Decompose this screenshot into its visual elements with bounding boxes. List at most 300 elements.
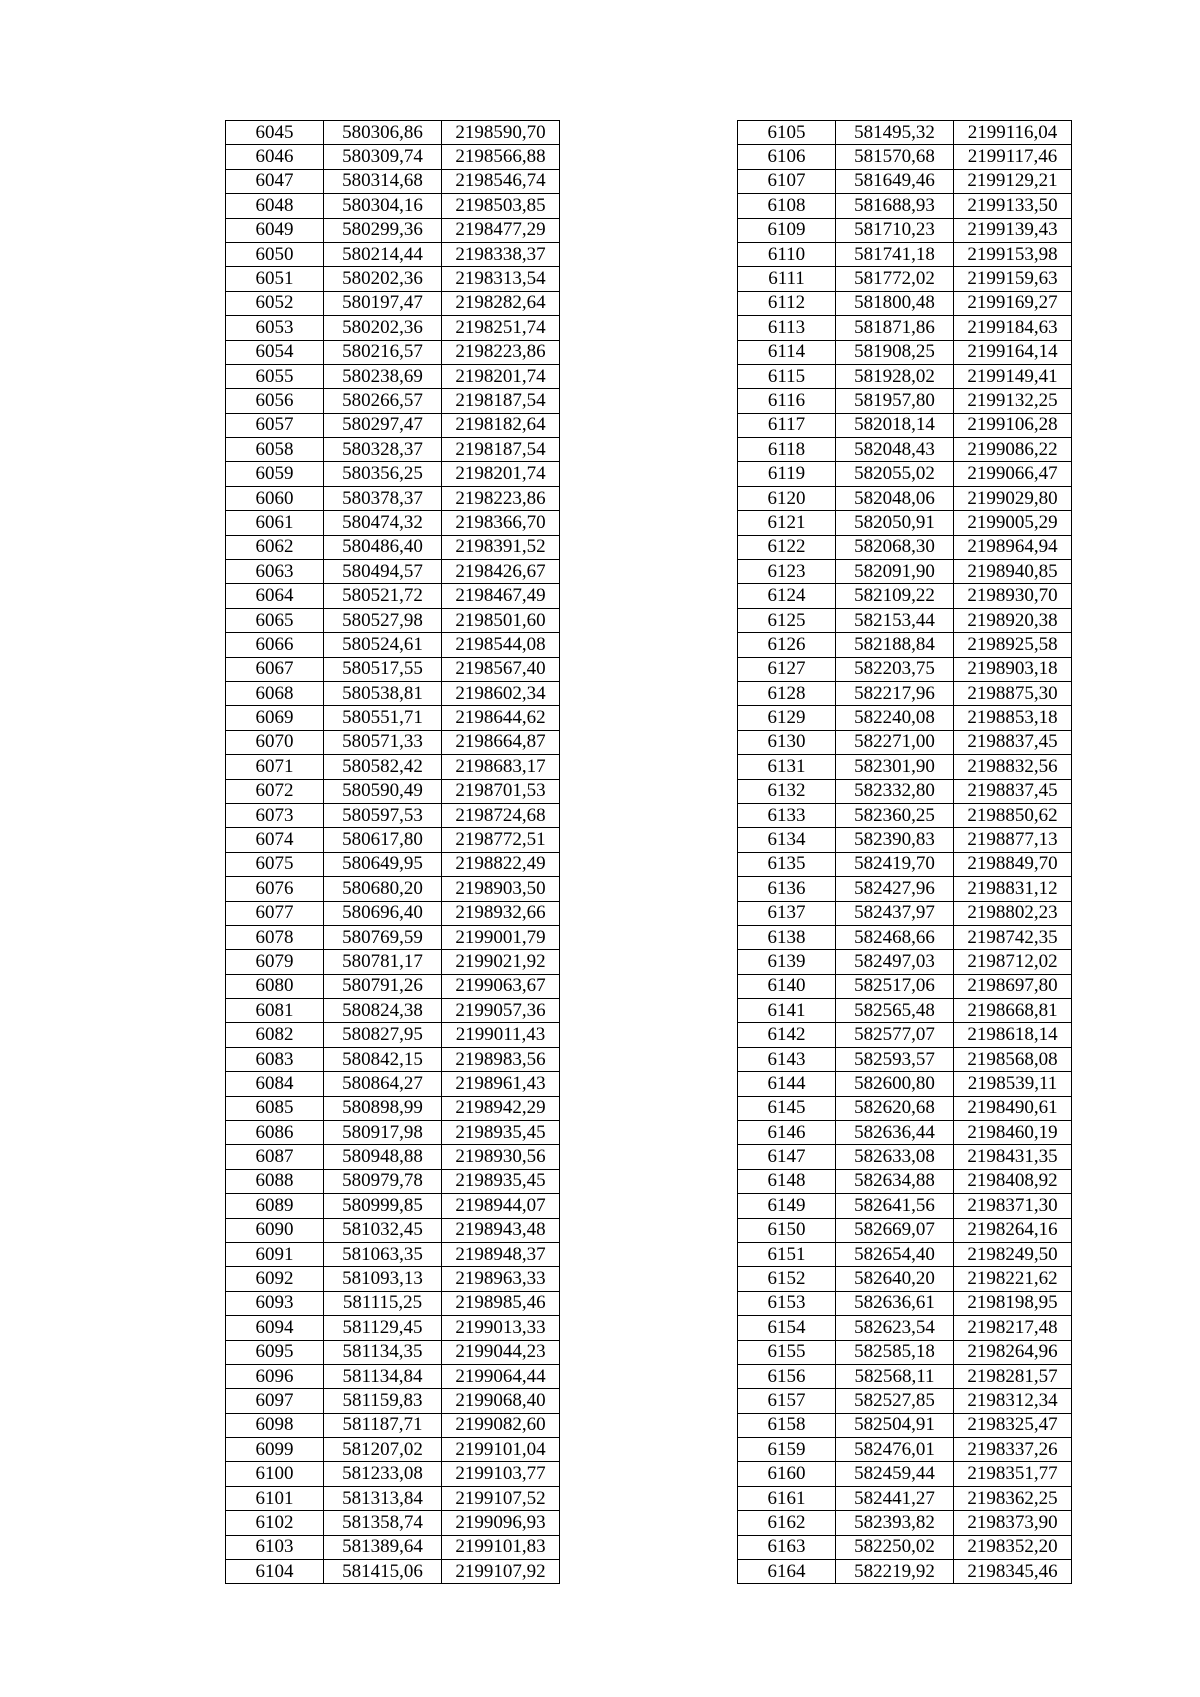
point-number-cell: 6153 <box>738 1291 836 1315</box>
table-row <box>738 1438 1072 1462</box>
x-coordinate-cell: 582048,06 <box>836 486 954 510</box>
point-number-cell: 6136 <box>738 877 836 901</box>
y-coordinate-cell: 2198940,85 <box>954 560 1072 584</box>
table-body-left <box>226 121 560 1584</box>
y-coordinate-cell: 2199129,21 <box>954 169 1072 193</box>
y-coordinate-cell: 2198282,64 <box>442 291 560 315</box>
table-row <box>738 1169 1072 1193</box>
x-coordinate-cell: 582468,66 <box>836 925 954 949</box>
table-row <box>226 1389 560 1413</box>
table-row <box>738 803 1072 827</box>
point-number-cell: 6117 <box>738 413 836 437</box>
x-coordinate-cell: 580864,27 <box>324 1072 442 1096</box>
point-number-cell: 6078 <box>226 925 324 949</box>
table-row <box>738 681 1072 705</box>
y-coordinate-cell: 2199068,40 <box>442 1389 560 1413</box>
x-coordinate-cell: 580551,71 <box>324 706 442 730</box>
table-row <box>226 1121 560 1145</box>
x-coordinate-cell: 581159,83 <box>324 1389 442 1413</box>
table-row <box>226 974 560 998</box>
point-number-cell: 6065 <box>226 608 324 632</box>
point-number-cell: 6057 <box>226 413 324 437</box>
y-coordinate-cell: 2198251,74 <box>442 316 560 340</box>
point-number-cell: 6145 <box>738 1096 836 1120</box>
point-number-cell: 6133 <box>738 803 836 827</box>
point-number-cell: 6158 <box>738 1413 836 1437</box>
table-row <box>226 779 560 803</box>
x-coordinate-cell: 580590,49 <box>324 779 442 803</box>
table-row <box>738 901 1072 925</box>
x-coordinate-cell: 580948,88 <box>324 1145 442 1169</box>
y-coordinate-cell: 2198985,46 <box>442 1291 560 1315</box>
x-coordinate-cell: 582219,92 <box>836 1560 954 1584</box>
table-row <box>226 1145 560 1169</box>
y-coordinate-cell: 2198362,25 <box>954 1486 1072 1510</box>
x-coordinate-cell: 582585,18 <box>836 1340 954 1364</box>
y-coordinate-cell: 2198935,45 <box>442 1121 560 1145</box>
point-number-cell: 6100 <box>226 1462 324 1486</box>
x-coordinate-cell: 581032,45 <box>324 1218 442 1242</box>
x-coordinate-cell: 582055,02 <box>836 462 954 486</box>
y-coordinate-cell: 2198961,43 <box>442 1072 560 1096</box>
x-coordinate-cell: 580299,36 <box>324 218 442 242</box>
x-coordinate-cell: 582504,91 <box>836 1413 954 1437</box>
point-number-cell: 6104 <box>226 1560 324 1584</box>
point-number-cell: 6058 <box>226 438 324 462</box>
y-coordinate-cell: 2199005,29 <box>954 511 1072 535</box>
point-number-cell: 6132 <box>738 779 836 803</box>
x-coordinate-cell: 581688,93 <box>836 194 954 218</box>
point-number-cell: 6126 <box>738 633 836 657</box>
x-coordinate-cell: 581129,45 <box>324 1316 442 1340</box>
table-row <box>738 340 1072 364</box>
table-row <box>738 169 1072 193</box>
y-coordinate-cell: 2198546,74 <box>442 169 560 193</box>
x-coordinate-cell: 582068,30 <box>836 535 954 559</box>
table-row <box>738 1316 1072 1340</box>
y-coordinate-cell: 2199159,63 <box>954 267 1072 291</box>
y-coordinate-cell: 2199184,63 <box>954 316 1072 340</box>
point-number-cell: 6049 <box>226 218 324 242</box>
table-row <box>226 1438 560 1462</box>
table-row <box>738 1121 1072 1145</box>
point-number-cell: 6101 <box>226 1486 324 1510</box>
point-number-cell: 6099 <box>226 1438 324 1462</box>
point-number-cell: 6152 <box>738 1267 836 1291</box>
point-number-cell: 6048 <box>226 194 324 218</box>
x-coordinate-cell: 581134,35 <box>324 1340 442 1364</box>
x-coordinate-cell: 581093,13 <box>324 1267 442 1291</box>
x-coordinate-cell: 580486,40 <box>324 535 442 559</box>
table-row <box>738 511 1072 535</box>
y-coordinate-cell: 2198337,26 <box>954 1438 1072 1462</box>
point-number-cell: 6062 <box>226 535 324 559</box>
x-coordinate-cell: 581358,74 <box>324 1511 442 1535</box>
x-coordinate-cell: 580356,25 <box>324 462 442 486</box>
x-coordinate-cell: 581570,68 <box>836 145 954 169</box>
x-coordinate-cell: 580571,33 <box>324 730 442 754</box>
x-coordinate-cell: 580314,68 <box>324 169 442 193</box>
point-number-cell: 6135 <box>738 852 836 876</box>
x-coordinate-cell: 582048,43 <box>836 438 954 462</box>
y-coordinate-cell: 2199096,93 <box>442 1511 560 1535</box>
point-number-cell: 6147 <box>738 1145 836 1169</box>
table-row <box>738 608 1072 632</box>
table-row <box>226 1340 560 1364</box>
table-row <box>226 999 560 1023</box>
x-coordinate-cell: 581800,48 <box>836 291 954 315</box>
y-coordinate-cell: 2199107,92 <box>442 1560 560 1584</box>
point-number-cell: 6080 <box>226 974 324 998</box>
y-coordinate-cell: 2198467,49 <box>442 584 560 608</box>
point-number-cell: 6084 <box>226 1072 324 1096</box>
point-number-cell: 6081 <box>226 999 324 1023</box>
y-coordinate-cell: 2198948,37 <box>442 1242 560 1266</box>
point-number-cell: 6105 <box>738 121 836 145</box>
point-number-cell: 6098 <box>226 1413 324 1437</box>
table-row <box>226 1047 560 1071</box>
point-number-cell: 6066 <box>226 633 324 657</box>
point-number-cell: 6045 <box>226 121 324 145</box>
point-number-cell: 6128 <box>738 681 836 705</box>
point-number-cell: 6118 <box>738 438 836 462</box>
x-coordinate-cell: 581871,86 <box>836 316 954 340</box>
point-number-cell: 6116 <box>738 389 836 413</box>
table-row <box>738 706 1072 730</box>
y-coordinate-cell: 2198963,33 <box>442 1267 560 1291</box>
point-number-cell: 6125 <box>738 608 836 632</box>
y-coordinate-cell: 2198539,11 <box>954 1072 1072 1096</box>
y-coordinate-cell: 2198312,34 <box>954 1389 1072 1413</box>
x-coordinate-cell: 580680,20 <box>324 877 442 901</box>
x-coordinate-cell: 580527,98 <box>324 608 442 632</box>
x-coordinate-cell: 581710,23 <box>836 218 954 242</box>
y-coordinate-cell: 2198371,30 <box>954 1194 1072 1218</box>
y-coordinate-cell: 2198187,54 <box>442 438 560 462</box>
point-number-cell: 6076 <box>226 877 324 901</box>
y-coordinate-cell: 2199101,83 <box>442 1535 560 1559</box>
y-coordinate-cell: 2198925,58 <box>954 633 1072 657</box>
x-coordinate-cell: 581415,06 <box>324 1560 442 1584</box>
y-coordinate-cell: 2198822,49 <box>442 852 560 876</box>
x-coordinate-cell: 580494,57 <box>324 560 442 584</box>
x-coordinate-cell: 582527,85 <box>836 1389 954 1413</box>
y-coordinate-cell: 2198837,45 <box>954 730 1072 754</box>
table-row <box>738 730 1072 754</box>
y-coordinate-cell: 2198983,56 <box>442 1047 560 1071</box>
x-coordinate-cell: 582633,08 <box>836 1145 954 1169</box>
table-row <box>226 1169 560 1193</box>
point-number-cell: 6114 <box>738 340 836 364</box>
table-row <box>226 1413 560 1437</box>
table-row <box>738 828 1072 852</box>
point-number-cell: 6067 <box>226 657 324 681</box>
table-row <box>226 145 560 169</box>
x-coordinate-cell: 580378,37 <box>324 486 442 510</box>
x-coordinate-cell: 581649,46 <box>836 169 954 193</box>
y-coordinate-cell: 2198701,53 <box>442 779 560 803</box>
table-row <box>738 1535 1072 1559</box>
point-number-cell: 6111 <box>738 267 836 291</box>
point-number-cell: 6123 <box>738 560 836 584</box>
table-row <box>226 852 560 876</box>
x-coordinate-cell: 580216,57 <box>324 340 442 364</box>
point-number-cell: 6070 <box>226 730 324 754</box>
table-row <box>738 1364 1072 1388</box>
x-coordinate-cell: 581389,64 <box>324 1535 442 1559</box>
y-coordinate-cell: 2198264,16 <box>954 1218 1072 1242</box>
y-coordinate-cell: 2198832,56 <box>954 755 1072 779</box>
point-number-cell: 6144 <box>738 1072 836 1096</box>
x-coordinate-cell: 580917,98 <box>324 1121 442 1145</box>
table-row <box>226 803 560 827</box>
x-coordinate-cell: 580304,16 <box>324 194 442 218</box>
table-row <box>738 145 1072 169</box>
y-coordinate-cell: 2198932,66 <box>442 901 560 925</box>
x-coordinate-cell: 580617,80 <box>324 828 442 852</box>
point-number-cell: 6156 <box>738 1364 836 1388</box>
x-coordinate-cell: 582565,48 <box>836 999 954 1023</box>
table-row <box>226 1511 560 1535</box>
table-row <box>738 121 1072 145</box>
table-row <box>226 121 560 145</box>
x-coordinate-cell: 580842,15 <box>324 1047 442 1071</box>
table-row <box>738 1462 1072 1486</box>
point-number-cell: 6060 <box>226 486 324 510</box>
point-number-cell: 6074 <box>226 828 324 852</box>
table-row <box>226 633 560 657</box>
y-coordinate-cell: 2198837,45 <box>954 779 1072 803</box>
y-coordinate-cell: 2199164,14 <box>954 340 1072 364</box>
y-coordinate-cell: 2199001,79 <box>442 925 560 949</box>
x-coordinate-cell: 581207,02 <box>324 1438 442 1462</box>
x-coordinate-cell: 582568,11 <box>836 1364 954 1388</box>
point-number-cell: 6131 <box>738 755 836 779</box>
y-coordinate-cell: 2199103,77 <box>442 1462 560 1486</box>
x-coordinate-cell: 582437,97 <box>836 901 954 925</box>
point-number-cell: 6059 <box>226 462 324 486</box>
point-number-cell: 6141 <box>738 999 836 1023</box>
y-coordinate-cell: 2198426,67 <box>442 560 560 584</box>
y-coordinate-cell: 2199011,43 <box>442 1023 560 1047</box>
y-coordinate-cell: 2198772,51 <box>442 828 560 852</box>
table-row <box>738 925 1072 949</box>
y-coordinate-cell: 2198935,45 <box>442 1169 560 1193</box>
x-coordinate-cell: 580328,37 <box>324 438 442 462</box>
table-row <box>738 291 1072 315</box>
table-row <box>226 316 560 340</box>
x-coordinate-cell: 582153,44 <box>836 608 954 632</box>
point-number-cell: 6052 <box>226 291 324 315</box>
point-number-cell: 6050 <box>226 242 324 266</box>
point-number-cell: 6092 <box>226 1267 324 1291</box>
y-coordinate-cell: 2198920,38 <box>954 608 1072 632</box>
point-number-cell: 6115 <box>738 364 836 388</box>
point-number-cell: 6162 <box>738 1511 836 1535</box>
y-coordinate-cell: 2199117,46 <box>954 145 1072 169</box>
y-coordinate-cell: 2199153,98 <box>954 242 1072 266</box>
x-coordinate-cell: 582600,80 <box>836 1072 954 1096</box>
y-coordinate-cell: 2199133,50 <box>954 194 1072 218</box>
point-number-cell: 6072 <box>226 779 324 803</box>
x-coordinate-cell: 580297,47 <box>324 413 442 437</box>
x-coordinate-cell: 582441,27 <box>836 1486 954 1510</box>
y-coordinate-cell: 2198501,60 <box>442 608 560 632</box>
table-row <box>226 1023 560 1047</box>
y-coordinate-cell: 2198668,81 <box>954 999 1072 1023</box>
table-row <box>738 1560 1072 1584</box>
y-coordinate-cell: 2198602,34 <box>442 681 560 705</box>
y-coordinate-cell: 2198903,50 <box>442 877 560 901</box>
table-row <box>738 560 1072 584</box>
table-row <box>226 584 560 608</box>
x-coordinate-cell: 580517,55 <box>324 657 442 681</box>
y-coordinate-cell: 2198903,18 <box>954 657 1072 681</box>
point-number-cell: 6142 <box>738 1023 836 1047</box>
table-row <box>738 999 1072 1023</box>
point-number-cell: 6149 <box>738 1194 836 1218</box>
table-row <box>226 1267 560 1291</box>
y-coordinate-cell: 2199066,47 <box>954 462 1072 486</box>
point-number-cell: 6143 <box>738 1047 836 1071</box>
y-coordinate-cell: 2198477,29 <box>442 218 560 242</box>
table-row <box>738 633 1072 657</box>
x-coordinate-cell: 580524,61 <box>324 633 442 657</box>
y-coordinate-cell: 2198187,54 <box>442 389 560 413</box>
point-number-cell: 6090 <box>226 1218 324 1242</box>
x-coordinate-cell: 580979,78 <box>324 1169 442 1193</box>
point-number-cell: 6095 <box>226 1340 324 1364</box>
table-row <box>226 1096 560 1120</box>
point-number-cell: 6083 <box>226 1047 324 1071</box>
coordinates-table-right <box>737 120 1072 1584</box>
x-coordinate-cell: 582109,22 <box>836 584 954 608</box>
point-number-cell: 6140 <box>738 974 836 998</box>
y-coordinate-cell: 2199021,92 <box>442 950 560 974</box>
table-row <box>226 950 560 974</box>
x-coordinate-cell: 581772,02 <box>836 267 954 291</box>
x-coordinate-cell: 582623,54 <box>836 1316 954 1340</box>
point-number-cell: 6063 <box>226 560 324 584</box>
x-coordinate-cell: 582620,68 <box>836 1096 954 1120</box>
table-row <box>226 438 560 462</box>
x-coordinate-cell: 580309,74 <box>324 145 442 169</box>
y-coordinate-cell: 2198964,94 <box>954 535 1072 559</box>
table-row <box>226 242 560 266</box>
y-coordinate-cell: 2198590,70 <box>442 121 560 145</box>
x-coordinate-cell: 582641,56 <box>836 1194 954 1218</box>
table-row <box>226 706 560 730</box>
point-number-cell: 6069 <box>226 706 324 730</box>
point-number-cell: 6160 <box>738 1462 836 1486</box>
x-coordinate-cell: 582459,44 <box>836 1462 954 1486</box>
table-row <box>738 1389 1072 1413</box>
table-row <box>738 1242 1072 1266</box>
point-number-cell: 6086 <box>226 1121 324 1145</box>
point-number-cell: 6127 <box>738 657 836 681</box>
y-coordinate-cell: 2198366,70 <box>442 511 560 535</box>
y-coordinate-cell: 2198644,62 <box>442 706 560 730</box>
table-row <box>738 267 1072 291</box>
point-number-cell: 6051 <box>226 267 324 291</box>
table-row <box>738 1340 1072 1364</box>
point-number-cell: 6089 <box>226 1194 324 1218</box>
table-row <box>738 1047 1072 1071</box>
point-number-cell: 6109 <box>738 218 836 242</box>
x-coordinate-cell: 580521,72 <box>324 584 442 608</box>
table-row <box>226 877 560 901</box>
point-number-cell: 6088 <box>226 1169 324 1193</box>
y-coordinate-cell: 2199057,36 <box>442 999 560 1023</box>
point-number-cell: 6082 <box>226 1023 324 1047</box>
x-coordinate-cell: 580538,81 <box>324 681 442 705</box>
point-number-cell: 6124 <box>738 584 836 608</box>
table-row <box>738 852 1072 876</box>
table-row <box>738 535 1072 559</box>
x-coordinate-cell: 580781,17 <box>324 950 442 974</box>
table-row <box>226 389 560 413</box>
x-coordinate-cell: 582476,01 <box>836 1438 954 1462</box>
x-coordinate-cell: 581928,02 <box>836 364 954 388</box>
x-coordinate-cell: 581741,18 <box>836 242 954 266</box>
y-coordinate-cell: 2198567,40 <box>442 657 560 681</box>
point-number-cell: 6046 <box>226 145 324 169</box>
x-coordinate-cell: 582050,91 <box>836 511 954 535</box>
table-row <box>226 1242 560 1266</box>
y-coordinate-cell: 2198712,02 <box>954 950 1072 974</box>
point-number-cell: 6137 <box>738 901 836 925</box>
point-number-cell: 6093 <box>226 1291 324 1315</box>
table-row <box>226 1364 560 1388</box>
x-coordinate-cell: 582419,70 <box>836 852 954 876</box>
y-coordinate-cell: 2198944,07 <box>442 1194 560 1218</box>
point-number-cell: 6134 <box>738 828 836 852</box>
table-row <box>226 511 560 535</box>
x-coordinate-cell: 582240,08 <box>836 706 954 730</box>
x-coordinate-cell: 581313,84 <box>324 1486 442 1510</box>
y-coordinate-cell: 2198568,08 <box>954 1047 1072 1071</box>
x-coordinate-cell: 582497,03 <box>836 950 954 974</box>
point-number-cell: 6130 <box>738 730 836 754</box>
table-row <box>226 291 560 315</box>
point-number-cell: 6079 <box>226 950 324 974</box>
y-coordinate-cell: 2199116,04 <box>954 121 1072 145</box>
y-coordinate-cell: 2198221,62 <box>954 1267 1072 1291</box>
table-row <box>738 657 1072 681</box>
point-number-cell: 6077 <box>226 901 324 925</box>
x-coordinate-cell: 580202,36 <box>324 267 442 291</box>
point-number-cell: 6061 <box>226 511 324 535</box>
table-row <box>226 1291 560 1315</box>
table-row <box>738 1413 1072 1437</box>
y-coordinate-cell: 2198223,86 <box>442 486 560 510</box>
point-number-cell: 6103 <box>226 1535 324 1559</box>
x-coordinate-cell: 581115,25 <box>324 1291 442 1315</box>
x-coordinate-cell: 582393,82 <box>836 1511 954 1535</box>
point-number-cell: 6157 <box>738 1389 836 1413</box>
table-row <box>226 755 560 779</box>
y-coordinate-cell: 2198460,19 <box>954 1121 1072 1145</box>
coordinates-table-left <box>225 120 560 1584</box>
y-coordinate-cell: 2198338,37 <box>442 242 560 266</box>
y-coordinate-cell: 2198877,13 <box>954 828 1072 852</box>
x-coordinate-cell: 582390,83 <box>836 828 954 852</box>
y-coordinate-cell: 2198351,77 <box>954 1462 1072 1486</box>
y-coordinate-cell: 2199082,60 <box>442 1413 560 1437</box>
x-coordinate-cell: 582636,61 <box>836 1291 954 1315</box>
table-row <box>738 1218 1072 1242</box>
table-row <box>226 1560 560 1584</box>
